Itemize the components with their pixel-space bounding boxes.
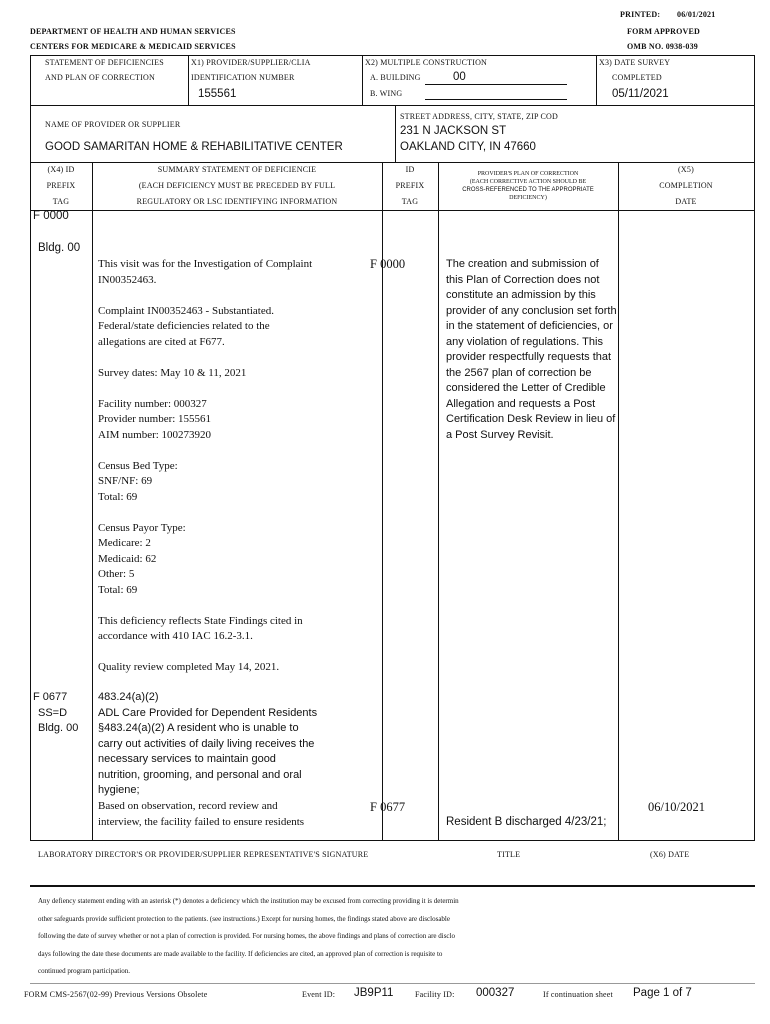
completion-f0677: 06/10/2021: [648, 800, 705, 814]
right-border-provider: [754, 105, 755, 162]
facility-id-value: 000327: [476, 987, 515, 999]
title-label: TITLE: [497, 850, 521, 859]
id-f0000: F 0000: [370, 257, 406, 271]
plan-header-1: PROVIDER'S PLAN OF CORRECTION: [477, 171, 579, 177]
bldg-f0000: Bldg. 00: [38, 242, 81, 254]
x1-label-1: X1) PROVIDER/SUPPLIER/CLIA: [191, 58, 311, 67]
plan-line: provider respectfully requests that: [446, 351, 612, 363]
summary-line: allegations are cited at F677.: [98, 335, 225, 348]
wing-underline: [425, 99, 567, 100]
continuation-label: If continuation sheet: [543, 990, 613, 999]
summary-line: carry out activities of daily living receives the: [98, 737, 315, 750]
summary-line: Facility number: 000327: [98, 397, 207, 410]
statement-label-1: STATEMENT OF DEFICIENCIES: [45, 58, 164, 67]
column-header-bottom: [30, 210, 755, 211]
summary-line: accordance with 410 IAC 16.2-3.1.: [98, 630, 253, 642]
tag-line: F 0677: [33, 691, 68, 703]
right-border-top: [754, 55, 755, 105]
x1-label-2: IDENTIFICATION NUMBER: [191, 73, 295, 82]
building-label: A. BUILDING: [370, 73, 421, 82]
divider-provider: [395, 105, 396, 162]
event-id-value: JB9P11: [354, 987, 394, 999]
summary-line: Federal/state deficiencies related to the: [98, 320, 270, 332]
left-border-body: [30, 162, 31, 840]
row1-bottom: [30, 105, 755, 106]
plan-header-4: DEFICIENCY): [509, 195, 547, 201]
page-number: Page 1 of 7: [633, 987, 692, 999]
printed-label: PRINTED:: [620, 10, 661, 19]
disclaimer-line: continued program participation.: [38, 967, 130, 975]
plan-line: Certification Desk Review in lieu of: [446, 413, 616, 425]
divider-completion: [618, 162, 619, 840]
summary-line: Total: 69: [98, 490, 138, 503]
plan-line: The creation and submission of: [446, 258, 599, 270]
x3-label-1: X3) DATE SURVEY: [599, 58, 671, 67]
event-id-label: Event ID:: [302, 990, 336, 999]
summary-line: This visit was for the Investigation of Complaint: [98, 258, 313, 270]
printed-date: 06/01/2021: [677, 10, 716, 19]
right-border-body: [754, 162, 755, 840]
summary-line: AIM number: 100273920: [98, 428, 212, 441]
summary-line: Medicaid: 62: [98, 552, 157, 565]
provider-name-label: NAME OF PROVIDER OR SUPPLIER: [45, 120, 181, 129]
id-header-2: PREFIX: [395, 181, 425, 190]
x4-header-1: (X4) ID: [47, 165, 75, 174]
tag-f0677: [33, 690, 78, 737]
disclaimer-line: following the date of survey whether or not a plan of correction is provided. For nursing homes, the above findings and plans of correction are disclo: [38, 932, 455, 940]
footer-divider: [30, 983, 755, 984]
summary-line: hygiene;: [98, 784, 140, 796]
summary-line: Complaint IN00352463 - Substantiated.: [98, 304, 274, 317]
summary-line: IN00352463.: [98, 273, 157, 286]
summary-line: ADL Care Provided for Dependent Residents: [98, 706, 318, 719]
x6-date-label: (X6) DATE: [650, 850, 690, 859]
address-label: STREET ADDRESS, CITY, STATE, ZIP COD: [400, 112, 558, 121]
summary-line: Other: 5: [98, 568, 135, 580]
wing-label: B. WING: [370, 89, 403, 98]
summary-line: Survey dates: May 10 & 11, 2021: [98, 366, 247, 379]
plan-header-3: CROSS-REFERENCED TO THE APPROPRIATE: [462, 187, 594, 193]
summary-line: Medicare: 2: [98, 537, 151, 549]
summary-line: Census Payor Type:: [98, 521, 186, 534]
tag-line: Bldg. 00: [38, 722, 79, 734]
top-border: [30, 55, 755, 56]
form-approved: FORM APPROVED: [627, 27, 701, 36]
survey-date-value: 05/11/2021: [612, 88, 669, 100]
plan-line: considered the Letter of Credible: [446, 382, 606, 394]
divider-x2: [362, 55, 363, 105]
id-header-3: TAG: [401, 197, 419, 206]
summary-line: Census Bed Type:: [98, 459, 178, 472]
building-underline: [425, 84, 567, 85]
provider-id-value: 155561: [198, 88, 237, 100]
summary-line: nutrition, grooming, and personal and oral: [98, 768, 302, 781]
summary-header-3: REGULATORY OR LSC IDENTIFYING INFORMATION: [136, 197, 338, 206]
provider-bottom: [30, 162, 755, 163]
summary-line: SNF/NF: 69: [98, 475, 153, 487]
plan-line: in the statement of deficiencies, or: [446, 320, 613, 332]
summary-f0000: [98, 257, 312, 676]
omb-number: OMB NO. 0938-039: [627, 42, 698, 51]
plan-line: the 2567 plan of correction be: [446, 366, 592, 379]
body-bottom: [30, 840, 755, 841]
plan-line: Allegation and requests a Post: [446, 397, 596, 410]
plan-line: a Post Survey Revisit.: [446, 428, 554, 441]
plan-f0677: Resident B discharged 4/23/21;: [446, 816, 607, 828]
signature-bottom: [30, 885, 755, 887]
x2-label: X2) MULTIPLE CONSTRUCTION: [365, 58, 488, 67]
facility-id-label: Facility ID:: [415, 990, 455, 999]
disclaimer-line: other safeguards provide sufficient protection to the patients. (see instructions.) Except for nursing homes, the findings stated above are disclosable: [38, 914, 450, 923]
plan-f0000: [446, 257, 617, 443]
summary-header-2: (EACH DEFICIENCY MUST BE PRECEDED BY FULL: [138, 181, 336, 190]
plan-line: this Plan of Correction does not: [446, 273, 600, 286]
summary-line: Based on observation, record review and: [98, 800, 278, 812]
department-title: DEPARTMENT OF HEALTH AND HUMAN SERVICES: [30, 27, 236, 36]
provider-name-value: GOOD SAMARITAN HOME & REHABILITATIVE CENTER: [45, 141, 343, 153]
x5-header-3: DATE: [675, 197, 697, 206]
divider-plan: [438, 162, 439, 840]
divider-x1: [188, 55, 189, 105]
summary-line: interview, the facility failed to ensure residents: [98, 815, 305, 828]
summary-line: necessary services to maintain good: [98, 753, 276, 765]
statement-label-2: AND PLAN OF CORRECTION: [45, 73, 155, 82]
left-border-provider: [30, 105, 31, 162]
summary-line: Quality review completed May 14, 2021.: [98, 661, 280, 673]
summary-line: Provider number: 155561: [98, 413, 212, 425]
building-value: 00: [453, 71, 466, 83]
x5-header-2: COMPLETION: [659, 181, 713, 190]
summary-f0677-body: [98, 799, 304, 830]
disclaimer-line: Any defiency statement ending with an asterisk (*) denotes a deficiency which the institution may be excused from correcting providing it is determin: [38, 897, 459, 905]
plan-line: any violation of regulations. This: [446, 335, 603, 348]
address-line1: 231 N JACKSON ST: [400, 125, 507, 137]
tag-line: SS=D: [38, 706, 68, 719]
summary-line: This deficiency reflects State Findings cited in: [98, 614, 303, 627]
summary-line: 483.24(a)(2): [98, 691, 159, 703]
plan-line: constitute an admission by this: [446, 289, 596, 301]
x5-header-1: (X5): [678, 165, 694, 174]
disclaimer: [38, 893, 459, 981]
signature-label: LABORATORY DIRECTOR'S OR PROVIDER/SUPPLIER REPRESENTATIVE'S SIGNATURE: [38, 850, 369, 859]
plan-line: provider of any conclusion set forth: [446, 304, 617, 317]
summary-line: Total: 69: [98, 583, 138, 596]
divider-summary: [92, 162, 93, 840]
x4-header-2: PREFIX: [46, 181, 76, 190]
summary-line: §483.24(a)(2) A resident who is unable to: [98, 722, 299, 734]
tag-f0000: F 0000: [33, 210, 69, 222]
address-line2: OAKLAND CITY, IN 47660: [400, 141, 536, 153]
centers-title: CENTERS FOR MEDICARE & MEDICAID SERVICES: [30, 42, 236, 51]
divider-x3: [596, 55, 597, 105]
id-header-1: ID: [405, 165, 415, 174]
x4-header-3: TAG: [52, 197, 70, 206]
form-number: FORM CMS-2567(02-99) Previous Versions Obsolete: [24, 990, 208, 999]
summary-f0677-heading: [98, 690, 317, 799]
disclaimer-line: days following the date these documents are made available to the facility. If deficiencies are cited, an approved plan of correction is requisite to: [38, 949, 443, 958]
summary-header-1: SUMMARY STATEMENT OF DEFICIENCIE: [157, 165, 317, 174]
id-f0677: F 0677: [370, 800, 406, 814]
x3-label-2: COMPLETED: [612, 73, 662, 82]
plan-header-2: (EACH CORRECTIVE ACTION SHOULD BE: [469, 179, 587, 185]
left-border-top: [30, 55, 31, 105]
